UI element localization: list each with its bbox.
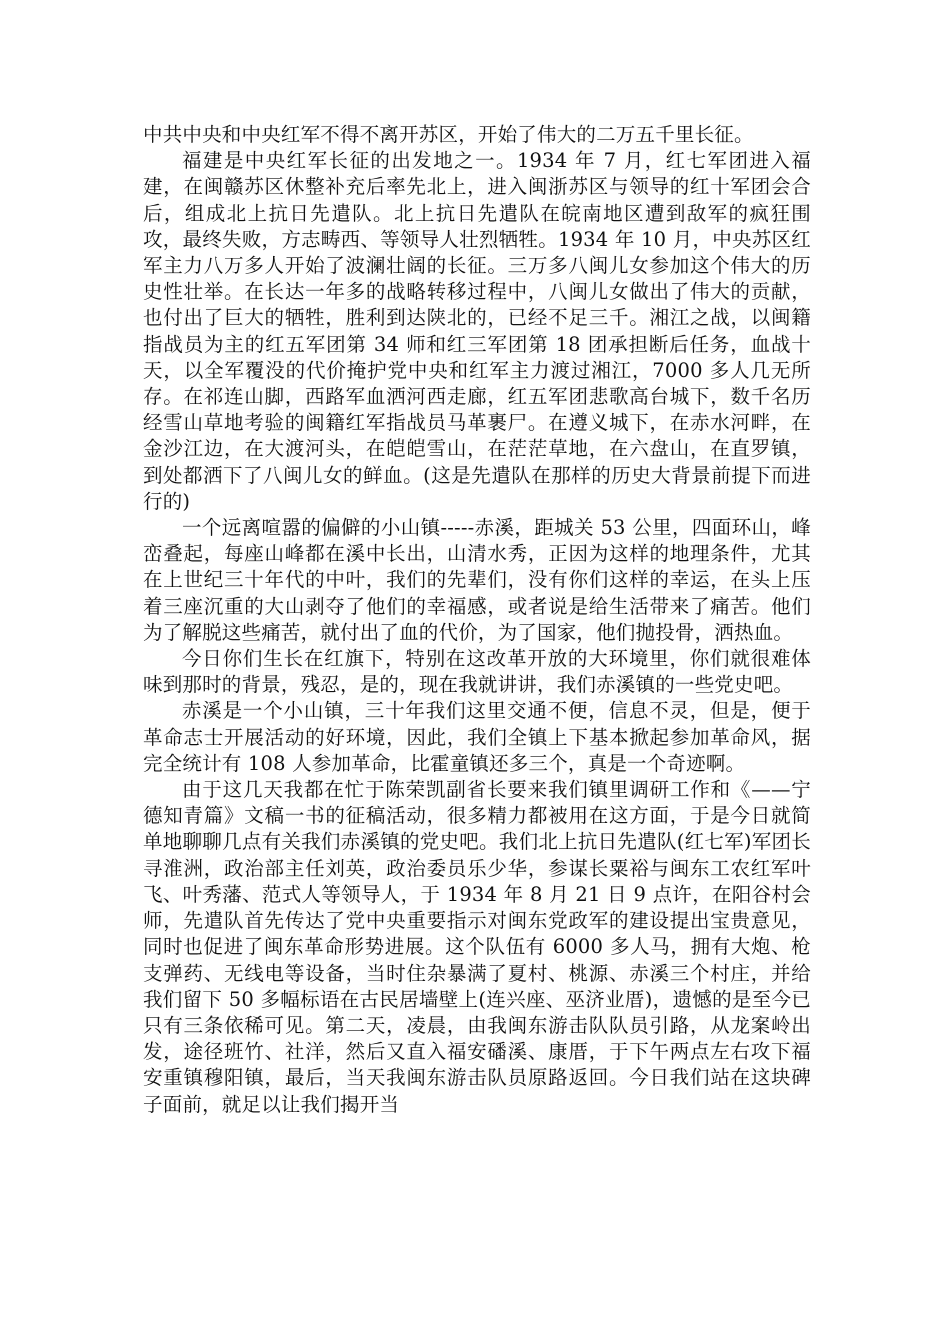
paragraph-continuation: 中共中央和中央红军不得不离开苏区，开始了伟大的二万五千里长征。 bbox=[143, 123, 754, 146]
body-text bbox=[143, 122, 811, 1118]
paragraph-chixi-revolution: 赤溪是一个小山镇，三十年我们这里交通不便，信息不灵，但是，便于革命志士开展活动的好环境，因此，我们全镇上下基本掀起参加革命风，据完全统计有 108 人参加革命，比霍童镇还多三个，真是一个奇迹啊。 bbox=[143, 699, 811, 775]
paragraph-vanguard-history: 由于这几天我都在忙于陈荣凯副省长要来我们镇里调研工作和《——宁德知青篇》文稿一书的征稿活动，很多精力都被用在这方面，于是今日就简单地聊聊几点有关我们赤溪镇的党史吧。我们北上抗日先遣队(红七军)军团长寻淮洲，政治部主任刘英，政治委员乐少华，参谋长粟裕与闽东工农红军叶飞、叶秀藩、范式人等领导人，于 1934 年 8 月 21 日 9 点许，在阳谷村会师，先遣队首先传达了党中央重要指示对闽东党政军的建设提出宝贵意见，同时也促进了闽东革命形势进展。这个队伍有 6000 多人马，拥有大炮、枪支弹药、无线电等设备，当时住杂暴满了夏村、桃源、赤溪三个村庄，并给我们留下 50 多幅标语在古民居墙壁上(连兴座、巫济业厝)，遗憾的是至今已只有三条依稀可见。第二天，凌晨，由我闽东游击队队员引路，从龙案岭出发，途径班竹、社洋，然后又直入福安磻溪、康厝，于下午两点左右攻下福安重镇穆阳镇，最后，当天我闽东游击队员原路返回。今日我们站在这块碑子面前，就足以让我们揭开当 bbox=[143, 778, 811, 1116]
paragraph-fujian-long-march: 福建是中央红军长征的出发地之一。1934 年 7 月，红七军团进入福建，在闽赣苏区休整补充后率先北上，进入闽浙苏区与领导的红十军团会合后，组成北上抗日先遣队。北上抗日先遣队在皖南地区遭到敌军的疯狂围攻，最终失败，方志畴西、等领导人壮烈牺牲。1934 年 10 月，中央苏区红军主力八万多人开始了波澜壮阔的长征。三万多八闽儿女参加这个伟大的历史性壮举。在长达一年多的战略转移过程中，八闽儿女做出了伟大的贡献，也付出了巨大的牺牲，胜利到达陕北的，已经不足三千。湘江之战，以闽籍指战员为主的红五军团第 34 师和红三军团第 18 团承担断后任务，血战十天，以全军覆没的代价掩护党中央和红军主力渡过湘江，7000 多人几无所存。在祁连山脚，西路军血洒河西走廊，红五军团悲歌高台城下，数千名历经雪山草地考验的闽籍红军指战员马革裹尸。在遵义城下，在赤水河畔，在金沙江边，在大渡河头，在皑皑雪山，在茫茫草地，在六盘山，在直罗镇，到处都洒下了八闽儿女的鲜血。(这是先遣队在那样的历史大背景前提下而进行的) bbox=[143, 149, 811, 513]
paragraph-chixi-town: 一个远离喧嚣的偏僻的小山镇-----赤溪，距城关 53 公里，四面环山，峰峦叠起，每座山峰都在溪中长出，山清水秀，正因为这样的地理条件，尤其在上世纪三十年代的中叶，我们的先辈们，没有你们这样的幸运，在头上压着三座沉重的大山剥夺了他们的幸福感，或者说是给生活带来了痛苦。他们为了解脱这些痛苦，就付出了血的代价，为了国家，他们抛投骨，洒热血。 bbox=[143, 516, 811, 644]
paragraph-today-red-flag: 今日你们生长在红旗下，特别在这改革开放的大环境里，你们就很难体味到那时的背景，残忍，是的，现在我就讲讲，我们赤溪镇的一些党史吧。 bbox=[143, 647, 811, 697]
